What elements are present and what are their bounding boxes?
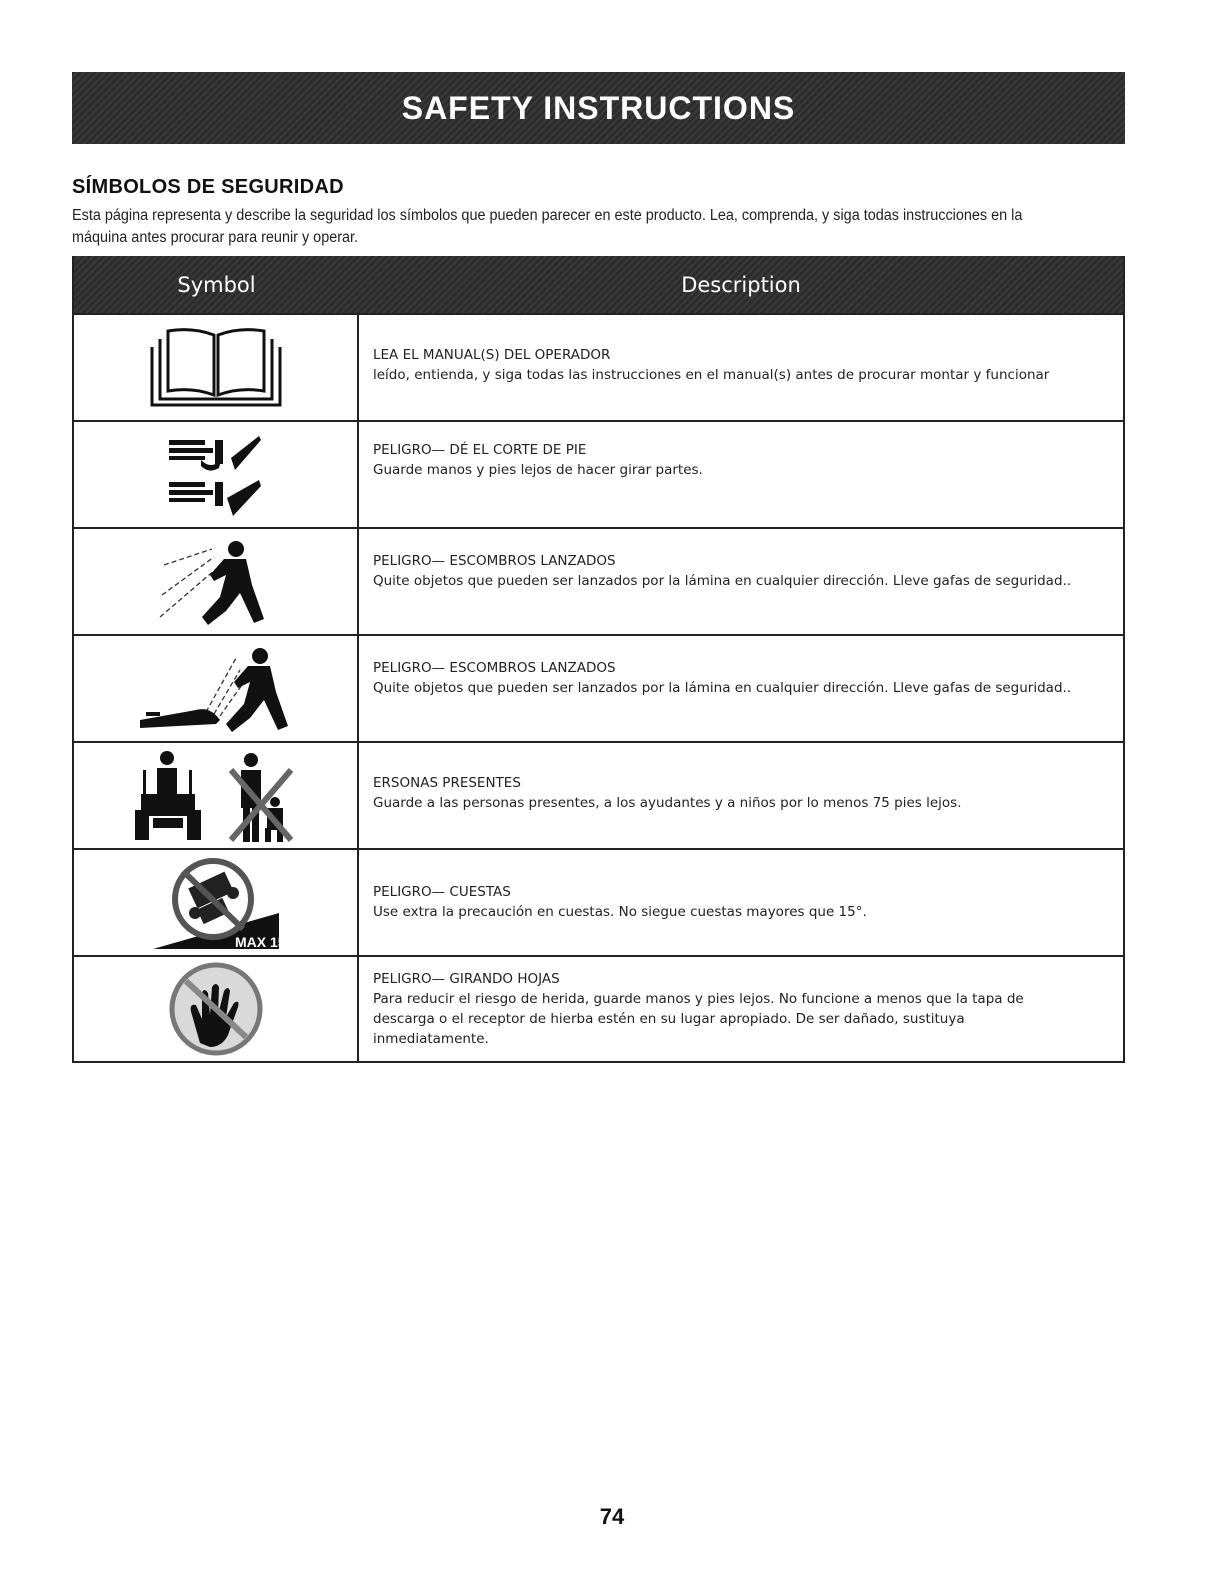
header-banner — [72, 72, 1125, 144]
row-title: LEA EL MANUAL(S) DEL OPERADOR — [373, 347, 611, 363]
foot-cut-hazard-icon — [161, 430, 271, 520]
slope-hazard-icon — [151, 853, 291, 953]
header-symbol: Symbol — [177, 272, 256, 297]
description-cell — [359, 957, 1123, 1061]
row-title: ERSONAS PRESENTES — [373, 775, 521, 791]
bystanders-icon — [131, 748, 301, 844]
symbol-cell — [74, 315, 359, 420]
thrown-objects-mower-icon — [136, 642, 296, 736]
row-description: Para reducir el riesgo de herida, guarde manos y pies lejos. No funcione a menos que la tapa de descarga o el receptor de hierba estén en su lugar apropiado. De ser dañado, sustituya inmediatamente. — [373, 991, 1024, 1047]
table-header — [74, 256, 1123, 313]
read-manual-icon — [146, 325, 286, 411]
section-intro: Esta página representa y describe la seguridad los símbolos que pueden parecer en este producto. Lea, comprenda, y siga todas instrucciones en la máquina antes procurar para reunir y operar. — [72, 207, 1023, 246]
row-title: PELIGRO— GIRANDO HOJAS — [373, 971, 560, 987]
symbol-cell — [74, 850, 359, 955]
row-description: leído, entienda, y siga todas las instrucciones en el manual(s) antes de procurar montar y funcionar — [373, 367, 1050, 383]
table-row — [74, 313, 1123, 420]
description-cell — [359, 850, 1123, 955]
symbol-cell — [74, 743, 359, 848]
row-description: Guarde a las personas presentes, a los ayudantes y a niños por lo menos 75 pies lejos. — [373, 795, 962, 811]
page-number: 74 — [599, 1504, 625, 1529]
table-row — [74, 955, 1123, 1061]
safety-symbols-table — [72, 256, 1125, 1063]
rotating-blades-icon — [166, 959, 266, 1059]
table-row — [74, 741, 1123, 848]
row-description: Quite objetos que pueden ser lanzados por la lámina en cualquier dirección. Lleve gafas de seguridad.. — [373, 573, 1072, 589]
symbol-cell — [74, 422, 359, 527]
row-title: PELIGRO— CUESTAS — [373, 884, 511, 900]
table-row — [74, 527, 1123, 634]
table-row — [74, 634, 1123, 741]
description-cell — [359, 315, 1123, 420]
row-description: Guarde manos y pies lejos de hacer girar partes. — [373, 462, 703, 478]
description-cell — [359, 422, 1123, 527]
row-title: PELIGRO— ESCOMBROS LANZADOS — [373, 660, 616, 676]
row-title: PELIGRO— ESCOMBROS LANZADOS — [373, 553, 616, 569]
description-cell — [359, 636, 1123, 741]
symbol-cell — [74, 957, 359, 1061]
description-cell — [359, 743, 1123, 848]
section-title: SÍMBOLOS DE SEGURIDAD — [72, 176, 344, 198]
slope-label: MAX 15° — [234, 933, 291, 950]
banner-title: SAFETY INSTRUCTIONS — [401, 89, 796, 126]
row-description: Use extra la precaución en cuestas. No siegue cuestas mayores que 15°. — [373, 904, 867, 920]
header-description: Description — [681, 272, 801, 297]
row-title: PELIGRO— DÉ EL CORTE DE PIE — [373, 442, 587, 458]
description-cell — [359, 529, 1123, 634]
symbol-cell — [74, 636, 359, 741]
table-row — [74, 420, 1123, 527]
table-row — [74, 848, 1123, 955]
row-description: Quite objetos que pueden ser lanzados por la lámina en cualquier dirección. Lleve gafas de seguridad.. — [373, 680, 1072, 696]
thrown-objects-icon — [156, 535, 276, 629]
symbol-cell — [74, 529, 359, 634]
